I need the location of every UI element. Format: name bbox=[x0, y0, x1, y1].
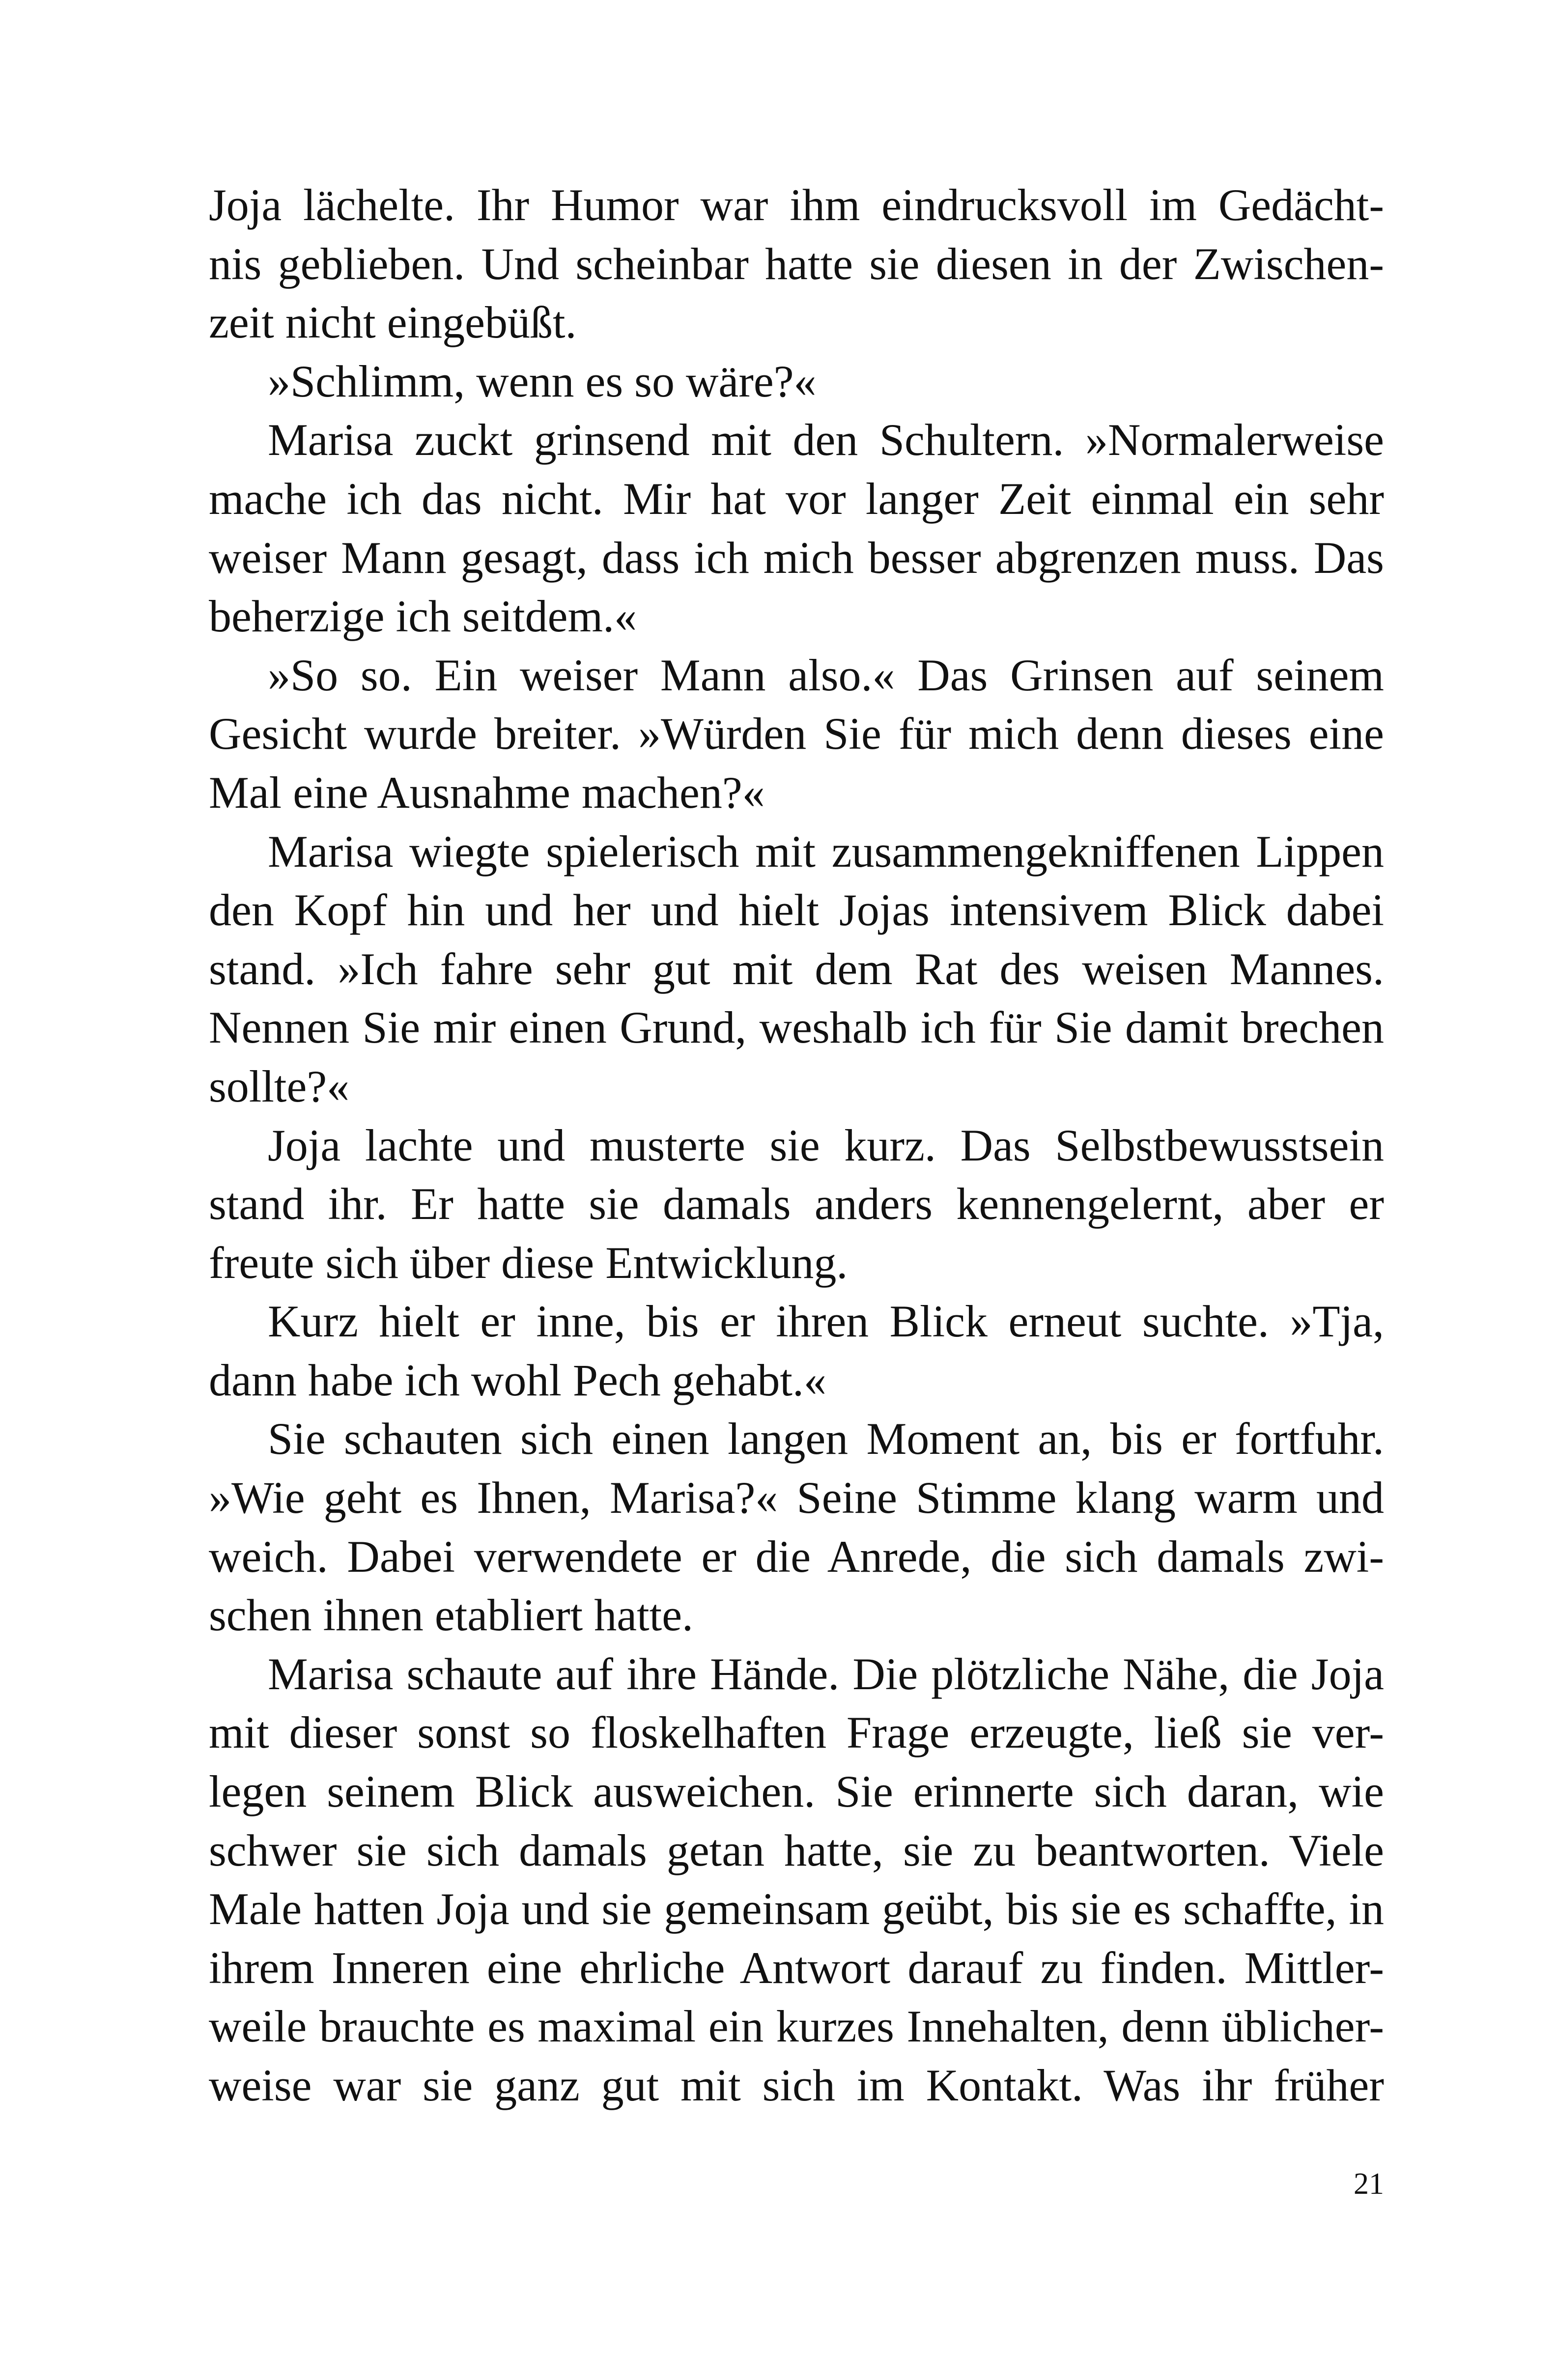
text-line: ihrem Inneren eine ehrliche Antwort darauf zu finden. Mittler- bbox=[209, 1942, 1384, 1993]
text-line: legen seinem Blick ausweichen. Sie erinnerte sich daran, wie bbox=[209, 1766, 1384, 1817]
paragraph bbox=[209, 352, 1384, 411]
text-line: mit dieser sonst so floskelhaften Frage erzeugte, ließ sie ver- bbox=[209, 1707, 1384, 1758]
text-line: Kurz hielt er inne, bis er ihren Blick erneut suchte. »Tja, bbox=[268, 1296, 1384, 1347]
paragraph bbox=[209, 176, 1384, 352]
text-line: dann habe ich wohl Pech gehabt.« bbox=[209, 1355, 826, 1405]
paragraph bbox=[209, 1116, 1384, 1293]
text-line: freute sich über diese Entwicklung. bbox=[209, 1237, 848, 1288]
text-line: Marisa zuckt grinsend mit den Schultern. »Normalerweise bbox=[268, 415, 1384, 465]
text-line: schwer sie sich damals getan hatte, sie zu beantworten. Viele bbox=[209, 1825, 1384, 1875]
text-line: mache ich das nicht. Mir hat vor langer Zeit einmal ein sehr bbox=[209, 473, 1384, 524]
paragraph bbox=[209, 646, 1384, 822]
text-line: Sie schauten sich einen langen Moment an, bis er fortfuhr. bbox=[268, 1414, 1384, 1464]
text-line: beherzige ich seitdem.« bbox=[209, 591, 637, 642]
text-line: »So so. Ein weiser Mann also.« Das Grinsen auf seinem bbox=[268, 650, 1384, 700]
body-text bbox=[209, 176, 1384, 2115]
text-line: Mal eine Ausnahme machen?« bbox=[209, 767, 765, 818]
text-line: Joja lachte und musterte sie kurz. Das Selbstbewusstsein bbox=[268, 1120, 1384, 1170]
text-line: stand. »Ich fahre sehr gut mit dem Rat des weisen Mannes. bbox=[209, 943, 1384, 994]
paragraph bbox=[209, 822, 1384, 1116]
text-line: schen ihnen etabliert hatte. bbox=[209, 1590, 694, 1641]
paragraph bbox=[209, 1410, 1384, 1644]
paragraph bbox=[209, 1645, 1384, 2115]
text-line: weiser Mann gesagt, dass ich mich besser abgrenzen muss. Das bbox=[209, 532, 1384, 583]
text-line: stand ihr. Er hatte sie damals anders kennengelernt, aber er bbox=[209, 1179, 1384, 1229]
page-number: 21 bbox=[1354, 2167, 1384, 2201]
text-line: Gesicht wurde breiter. »Würden Sie für mich denn dieses eine bbox=[209, 708, 1384, 759]
text-line: weich. Dabei verwendete er die Anrede, die sich damals zwi- bbox=[209, 1531, 1384, 1582]
text-line: Nennen Sie mir einen Grund, weshalb ich für Sie damit brechen bbox=[209, 1002, 1384, 1053]
text-line: weise war sie ganz gut mit sich im Kontakt. Was ihr früher bbox=[209, 2060, 1384, 2110]
text-line: Joja lächelte. Ihr Humor war ihm eindrucksvoll im Gedächt- bbox=[209, 180, 1384, 230]
text-line: Marisa wiegte spielerisch mit zusammengekniffenen Lippen bbox=[268, 826, 1384, 877]
text-line: den Kopf hin und her und hielt Jojas intensivem Blick dabei bbox=[209, 885, 1384, 935]
text-line: nis geblieben. Und scheinbar hatte sie diesen in der Zwischen- bbox=[209, 238, 1384, 289]
text-line: zeit nicht eingebüßt. bbox=[209, 297, 577, 348]
paragraph bbox=[209, 411, 1384, 646]
text-line: Male hatten Joja und sie gemeinsam geübt, bis sie es schaffte, in bbox=[209, 1884, 1384, 1934]
text-line: »Wie geht es Ihnen, Marisa?« Seine Stimme klang warm und bbox=[209, 1473, 1384, 1523]
text-line: sollte?« bbox=[209, 1061, 350, 1111]
paragraph bbox=[209, 1292, 1384, 1410]
text-line: Marisa schaute auf ihre Hände. Die plötzliche Nähe, die Joja bbox=[268, 1648, 1384, 1699]
text-line: »Schlimm, wenn es so wäre?« bbox=[268, 356, 817, 406]
text-line: weile brauchte es maximal ein kurzes Innehalten, denn üblicher- bbox=[209, 2001, 1384, 2052]
